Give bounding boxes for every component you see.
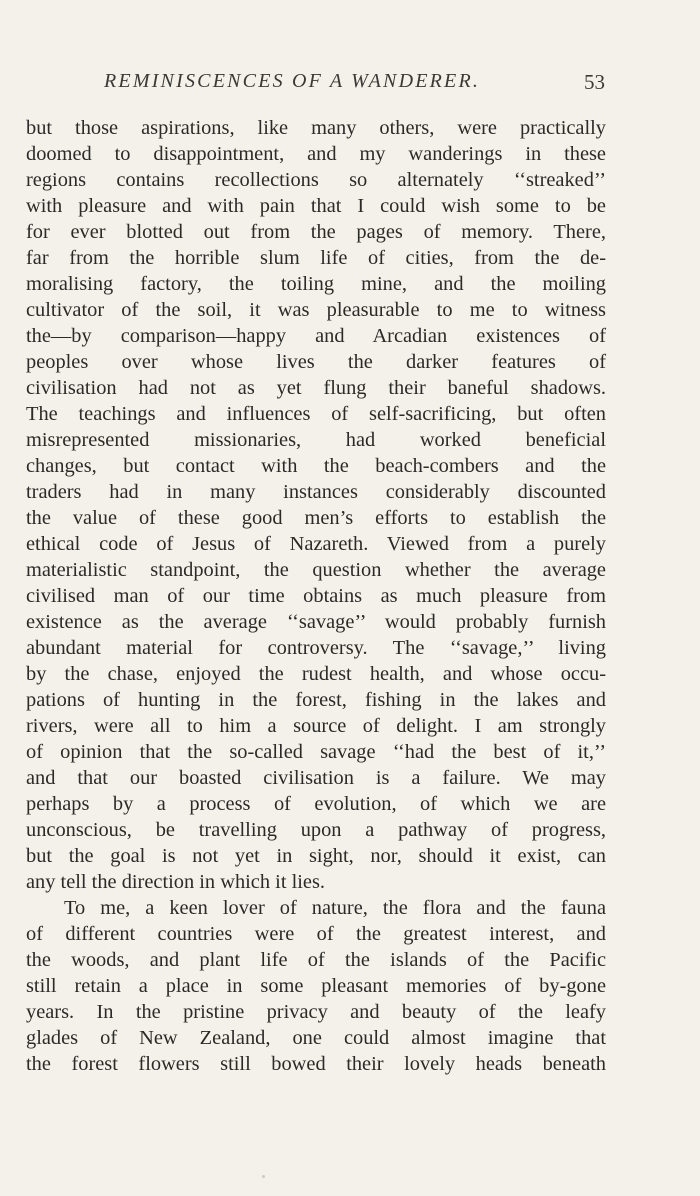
text-line: with pleasure and with pain that I could wish some to be (26, 195, 606, 217)
page-number: 53 (584, 70, 605, 94)
text-line: of opinion that the so-called savage ‘‘had the best of it,’’ (26, 741, 606, 763)
text-line: regions contains recollections so alternately ‘‘streaked’’ (26, 169, 606, 191)
text-line: traders had in many instances considerably discounted (26, 481, 606, 503)
text-line: unconscious, be travelling upon a pathway of progress, (26, 819, 606, 841)
text-line: doomed to disappointment, and my wanderings in these (26, 143, 606, 165)
running-head (0, 70, 700, 100)
text-line: The teachings and influences of self-sacrificing, but often (26, 403, 606, 425)
text-line: but the goal is not yet in sight, nor, should it exist, can (26, 845, 606, 867)
text-line: and that our boasted civilisation is a failure. We may (26, 767, 606, 789)
text-line: by the chase, enjoyed the rudest health, and whose occu- (26, 663, 606, 685)
paper-speck (262, 1175, 265, 1178)
text-line: cultivator of the soil, it was pleasurable to me to witness (26, 299, 606, 321)
text-line: of different countries were of the greatest interest, and (26, 923, 606, 945)
text-line: changes, but contact with the beach-combers and the (26, 455, 606, 477)
text-line: abundant material for controversy. The ‘‘savage,’’ living (26, 637, 606, 659)
text-line: civilised man of our time obtains as much pleasure from (26, 585, 606, 607)
paragraph-first-line: To me, a keen lover of nature, the flora and the fauna (64, 897, 606, 919)
text-line: glades of New Zealand, one could almost imagine that (26, 1027, 606, 1049)
text-line: the value of these good men’s efforts to establish the (26, 507, 606, 529)
text-line: the woods, and plant life of the islands of the Pacific (26, 949, 606, 971)
text-line: but those aspirations, like many others, were practically (26, 117, 606, 139)
paragraph-end-line: any tell the direction in which it lies. (26, 871, 325, 893)
text-line: perhaps by a process of evolution, of which we are (26, 793, 606, 815)
text-line: materialistic standpoint, the question whether the average (26, 559, 606, 581)
text-line: existence as the average ‘‘savage’’ would probably furnish (26, 611, 606, 633)
text-line: for ever blotted out from the pages of memory. There, (26, 221, 606, 243)
text-line: ethical code of Jesus of Nazareth. Viewed from a purely (26, 533, 606, 555)
text-line: peoples over whose lives the darker features of (26, 351, 606, 373)
text-line: pations of hunting in the forest, fishing in the lakes and (26, 689, 606, 711)
body-text (26, 115, 606, 1077)
text-line: the—by comparison—happy and Arcadian existences of (26, 325, 606, 347)
running-title: REMINISCENCES OF A WANDERER. (104, 70, 481, 92)
text-line: years. In the pristine privacy and beauty of the leafy (26, 1001, 606, 1023)
text-line: moralising factory, the toiling mine, and the moiling (26, 273, 606, 295)
text-line: far from the horrible slum life of cities, from the de- (26, 247, 606, 269)
text-line: civilisation had not as yet flung their baneful shadows. (26, 377, 606, 399)
text-line: the forest flowers still bowed their lovely heads beneath (26, 1053, 606, 1075)
text-line: still retain a place in some pleasant memories of by-gone (26, 975, 606, 997)
text-line: rivers, were all to him a source of delight. I am strongly (26, 715, 606, 737)
text-line: misrepresented missionaries, had worked beneficial (26, 429, 606, 451)
